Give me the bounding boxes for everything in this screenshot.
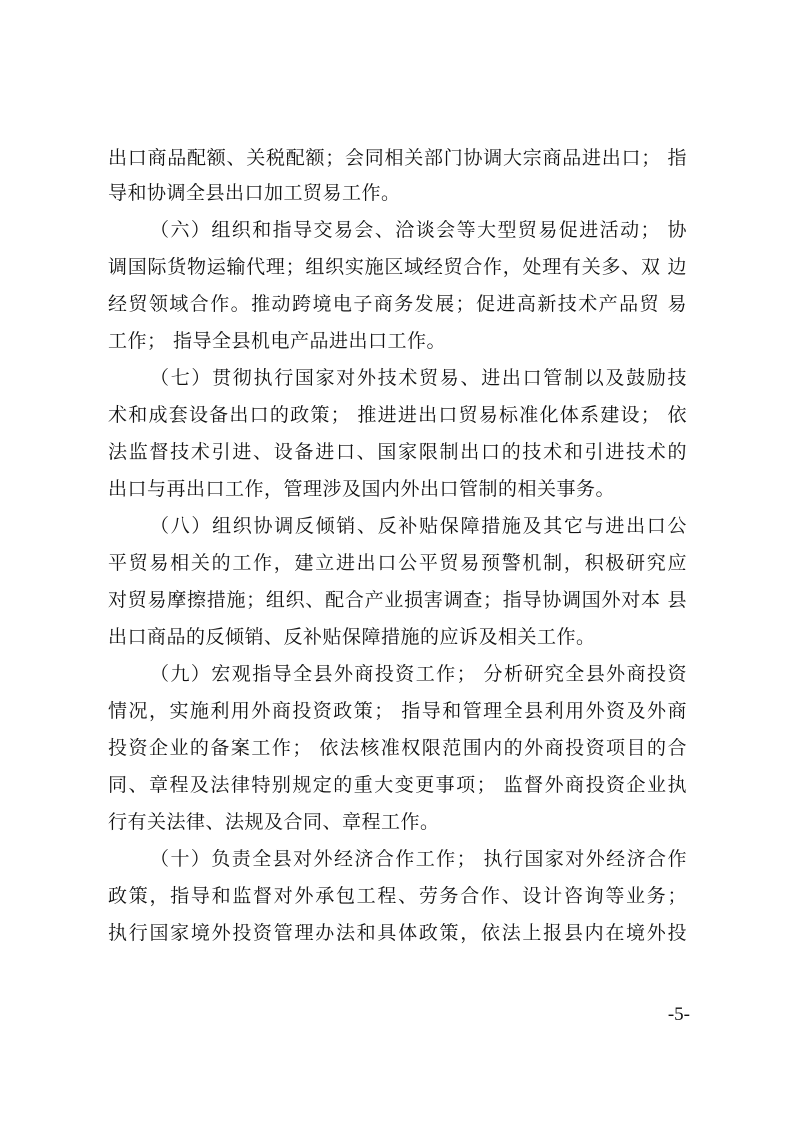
text-line: 术和成套设备出口的政策； 推进进出口贸易标准化体系建设； 依	[108, 404, 687, 426]
text-line: 出口与再出口工作，管理涉及国内外出口管制的相关事务。	[108, 478, 616, 500]
text-line: 执行国家境外投资管理办法和具体政策，依法上报县内在境外投	[108, 922, 687, 944]
paragraph-10-start: （十）负责全县对外经济合作工作； 执行国家对外经济合作	[150, 848, 687, 870]
paragraph-9-start: （九）宏观指导全县外商投资工作； 分析研究全县外商投资	[150, 663, 687, 685]
text-line: 法监督技术引进、设备进口、国家限制出口的技术和引进技术的	[108, 441, 687, 463]
text-line: 经贸领域合作。推动跨境电子商务发展；促进高新技术产品贸 易	[108, 293, 687, 315]
text-line: 出口商品配额、关税配额；会同相关部门协调大宗商品进出口； 指	[108, 147, 687, 169]
text-line: 情况，实施利用外商投资政策； 指导和管理全县利用外资及外商	[108, 700, 687, 722]
paragraph-6-start: （六）组织和指导交易会、洽谈会等大型贸易促进活动； 协	[150, 219, 687, 241]
text-line: 出口商品的反倾销、反补贴保障措施的应诉及相关工作。	[108, 626, 596, 648]
paragraph-7-start: （七）贯彻执行国家对外技术贸易、进出口管制以及鼓励技	[150, 367, 687, 389]
text-line: 工作； 指导全县机电产品进出口工作。	[108, 330, 447, 352]
text-line: 政策，指导和监督对外承包工程、劳务合作、设计咨询等业务；	[108, 885, 687, 907]
text-line: 同、章程及法律特别规定的重大变更事项； 监督外商投资企业执	[108, 774, 687, 796]
text-line: 对贸易摩擦措施；组织、配合产业损害调查；指导协调国外对本 县	[108, 589, 687, 611]
page-number: -5-	[667, 1004, 690, 1025]
text-line: 行有关法律、法规及合同、章程工作。	[108, 811, 440, 833]
text-line: 投资企业的备案工作； 依法核准权限范围内的外商投资项目的合	[108, 737, 687, 759]
text-line: 调国际货物运输代理；组织实施区域经贸合作，处理有关多、双 边	[108, 256, 687, 278]
text-line: 导和协调全县出口加工贸易工作。	[108, 182, 401, 204]
text-line: 平贸易相关的工作，建立进出口公平贸易预警机制，积极研究应	[108, 552, 687, 574]
paragraph-8-start: （八）组织协调反倾销、反补贴保障措施及其它与进出口公	[150, 515, 687, 537]
